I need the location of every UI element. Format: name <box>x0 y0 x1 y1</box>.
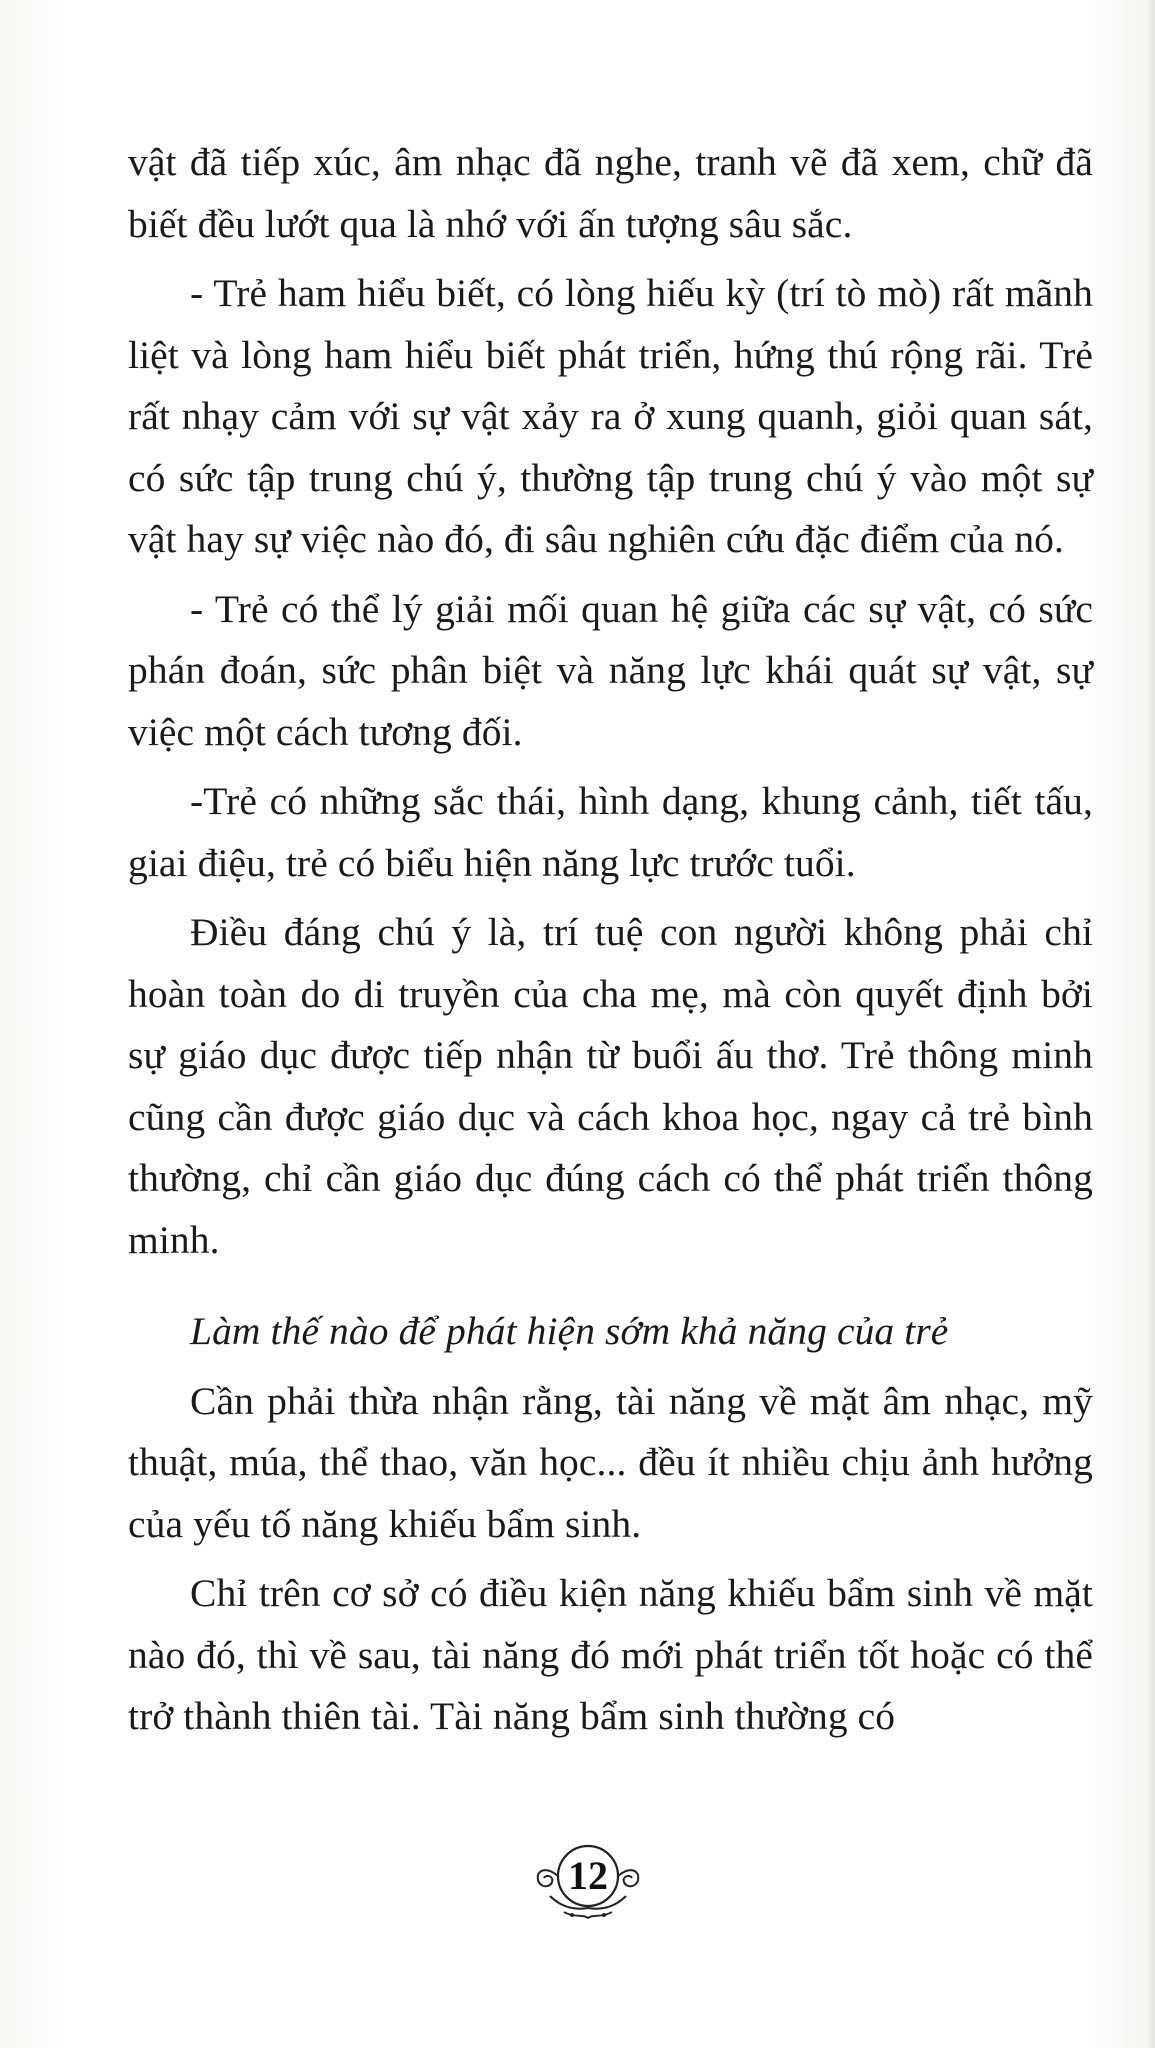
page-edge-shadow <box>1147 0 1155 2048</box>
page-number: 12 <box>568 1853 608 1898</box>
paragraph-bullet-curiosity: - Trẻ ham hiểu biết, có lòng hiếu kỳ (trí tò mò) rất mãnh liệt và lòng ham hiểu biết phát triển, hứng thú rộng rãi. Trẻ rất nhạy cảm với sự vật xảy ra ở xung quanh, giỏi quan sát, có sức tập trung chú ý, thường tập trung chú ý vào một sự vật hay sự việc nào đó, đi sâu nghiên cứu đặc điểm của nó. <box>128 271 1093 561</box>
paragraph-education: Điều đáng chú ý là, trí tuệ con người không phải chỉ hoàn toàn do di truyền của cha mẹ, mà còn quyết định bởi sự giáo dục được tiếp nhận từ buổi ấu thơ. Trẻ thông minh cũng cần được giáo dục và cách khoa học, ngay cả trẻ bình thường, chỉ cần giáo dục đúng cách có thể phát triển thông minh. <box>128 910 1093 1262</box>
paragraph-bullet-talent: -Trẻ có những sắc thái, hình dạng, khung cảnh, tiết tấu, giai điệu, trẻ có biểu hiện năng lực trước tuổi. <box>128 779 1093 885</box>
paragraph-continuation: vật đã tiếp xúc, âm nhạc đã nghe, tranh vẽ đã xem, chữ đã biết đều lướt qua là nhớ với ấn tượng sâu sắc. <box>128 140 1093 246</box>
paragraph-bullet-reasoning: - Trẻ có thể lý giải mối quan hệ giữa các sự vật, có sức phán đoán, sức phân biệt và năng lực khái quát sự vật, sự việc một cách tương đối. <box>128 586 1093 754</box>
body-text <box>128 132 1093 1748</box>
section-heading: Làm thế nào để phát hiện sớm khả năng của trẻ <box>190 1309 949 1353</box>
page-number-ornament <box>528 1838 648 1922</box>
paragraph-innate-talent: Cần phải thừa nhận rằng, tài năng về mặt âm nhạc, mỹ thuật, múa, thể thao, văn học... đều ít nhiều chịu ảnh hưởng của yếu tố năng khiếu bẩm sinh. <box>128 1378 1093 1546</box>
paragraph-foundation: Chỉ trên cơ sở có điều kiện năng khiếu bẩm sinh về mặt nào đó, thì về sau, tài năng đó mới phát triển tốt hoặc có thể trở thành thiên tài. Tài năng bẩm sinh thường có <box>128 1571 1093 1738</box>
